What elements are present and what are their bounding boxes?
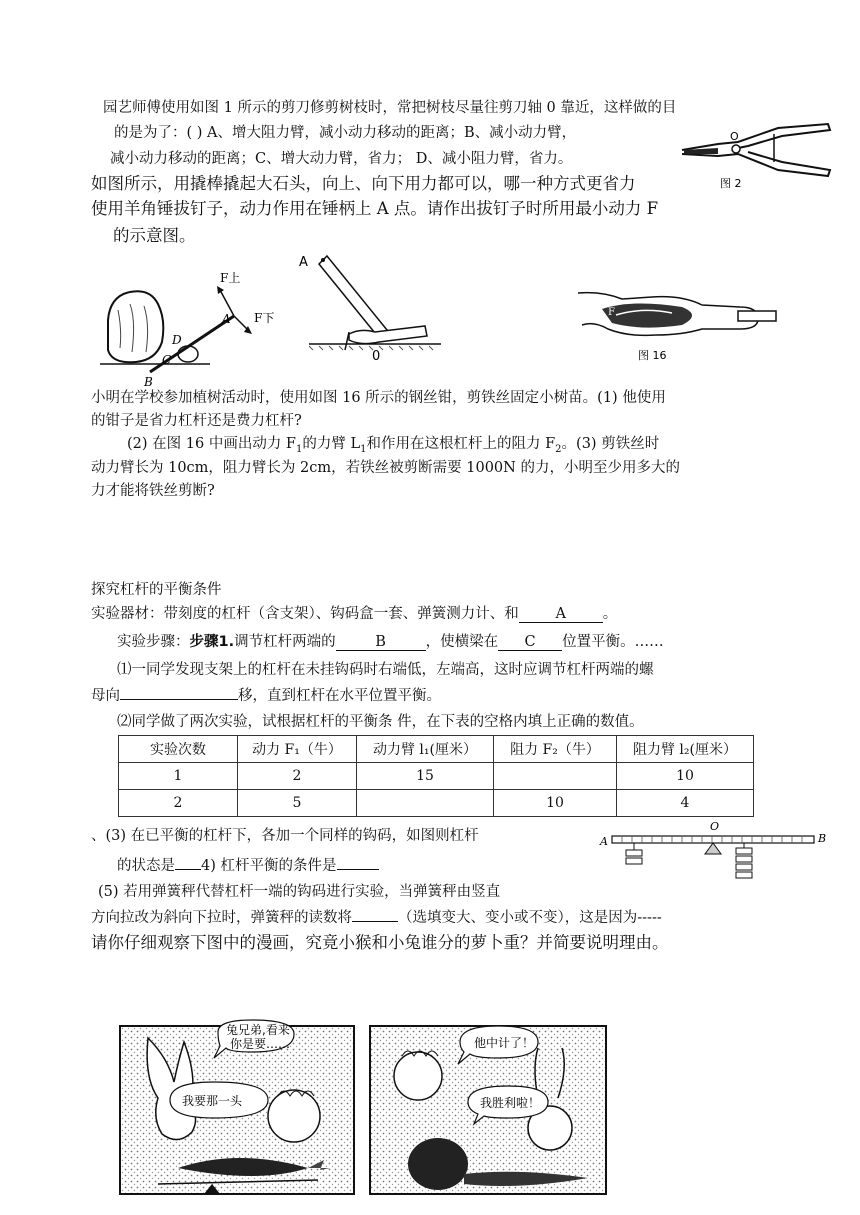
q5-s5-line1: (5) 若用弹簧秤代替杠杆一端的钩码进行实验，当弹簧秤由竖直 <box>98 884 501 900</box>
q3-line2: 的示意图。 <box>113 226 196 245</box>
table-header-row <box>119 736 754 763</box>
pliers-caption: 图 16 <box>638 349 667 362</box>
q1-line3: 减小动力移动的距离；C、增大动力臂，省力； D、减小阻力臂，省力。 <box>110 151 573 167</box>
lever-b-label: B <box>818 832 827 845</box>
crowbar-a-label: A <box>222 312 231 326</box>
table-header-cell: 阻力 F₂（牛） <box>494 736 617 763</box>
blank-c[interactable]: C <box>498 634 562 651</box>
q5-steps: 实验步骤：步骤1.调节杠杆两端的 B ，使横梁在 C 位置平衡。…… <box>117 634 664 650</box>
blank-a[interactable]: A <box>519 606 603 623</box>
table-row <box>119 763 754 790</box>
table-cell: 2 <box>238 763 357 790</box>
table-row <box>119 790 754 817</box>
blank-b[interactable]: B <box>336 634 426 651</box>
hammer-o-label: 0 <box>372 349 381 364</box>
q4-line5: 力才能将铁丝剪断? <box>91 483 215 499</box>
lever-o-label: O <box>710 820 720 833</box>
crowbar-f-up-label: F上 <box>220 271 241 285</box>
crowbar-b-label: B <box>144 375 153 388</box>
table-header-cell: 阻力臂 l₂(厘米） <box>617 736 754 763</box>
table-header-cell: 动力臂 l₁(厘米） <box>357 736 494 763</box>
table-cell: 1 <box>119 763 238 790</box>
comic-bubble2: 我要那一头 <box>182 1094 243 1108</box>
q5-s3-line1: 、(3) 在已平衡的杠杆下，各加一个同样的钩码，如图则杠杆 <box>91 828 479 844</box>
q6-text: 请你仔细观察下图中的漫画，究竟小猴和小兔谁分的萝卜重？并简要说明理由。 <box>91 933 669 952</box>
blank-state[interactable] <box>175 869 201 870</box>
table-cell: 5 <box>238 790 357 817</box>
q5-s1-line2: 母向 移，直到杠杆在水平位置平衡。 <box>91 688 441 704</box>
q5-s1-line1: ⑴一同学发现支架上的杠杆在未挂钩码时右端低，左端高，这时应调节杠杆两端的螺 <box>117 662 654 678</box>
q4-line3: (2) 在图 16 中画出动力 $F_1$的力臂 $L_1$和作用在这根杠杆上的阻力 $F_2$。(3) 剪铁丝时 <box>127 436 660 455</box>
q3-line1: 使用羊角锤拔钉子，动力作用在锤柄上 A 点。请作出拔钉子时所用最小动力 F <box>91 199 659 218</box>
q5-materials: 实验器材：带刻度的杠杆（含支架）、钩码盒一套、弹簧测力计、和 A 。 <box>91 606 618 622</box>
crowbar-f-down-label: F下 <box>254 311 275 325</box>
comic-bubble4: 我胜利啦！ <box>480 1096 541 1110</box>
q5-s2: ⑵同学做了两次实验，试根据杠杆的平衡条 件，在下表的空格内填上正确的数值。 <box>117 714 644 730</box>
scissors-figure <box>678 120 834 190</box>
table-header-cell: 动力 F₁（牛） <box>238 736 357 763</box>
q1-line2: 的是为了：( ) A、增大阻力臂，减小动力移动的距离；B、减小动力臂， <box>114 125 577 141</box>
table-cell: 10 <box>494 790 617 817</box>
lever-hooks-figure <box>598 818 830 888</box>
lever-a-label: A <box>600 835 608 848</box>
table-cell: 4 <box>617 790 754 817</box>
comic-bubble1-line1: 兔兄弟,看来 <box>226 1023 290 1037</box>
table-cell-blank[interactable] <box>494 763 617 790</box>
blank-condition[interactable] <box>337 869 379 870</box>
comic-bubble1-line2: 你是要…… <box>230 1037 291 1051</box>
q2-text: 如图所示，用撬棒撬起大石头，向上、向下用力都可以，哪一种方式更省力 <box>91 174 636 193</box>
hammer-a-label: A <box>299 255 308 270</box>
blank-reading[interactable] <box>352 921 398 922</box>
comic-bubble3: 他中计了！ <box>474 1036 535 1050</box>
q1-line1: 园艺师傅使用如图 1 所示的剪刀修剪树枝时，常把树枝尽量往剪刀轴 0 靠近，这样做的目 <box>103 100 677 116</box>
q4-line2: 的钳子是省力杠杆还是费力杠杆? <box>91 413 302 429</box>
lever-data-table <box>118 735 754 817</box>
blank-direction[interactable] <box>120 699 238 700</box>
q5-s5-line2: 方向拉改为斜向下拉时，弹簧秤的读数将 （选填变大、变小或不变），这是因为----- <box>91 910 662 926</box>
scissors-caption: 图 2 <box>720 177 742 190</box>
scissors-pivot-label: O <box>730 130 739 143</box>
table-cell: 15 <box>357 763 494 790</box>
crowbar-figure <box>100 260 280 388</box>
q4-line1: 小明在学校参加植树活动时，使用如图 16 所示的钢丝钳，剪铁丝固定小树苗。(1) 他使用 <box>91 390 666 406</box>
q5-s3-line2: 的状态是 4) 杠杆平衡的条件是 <box>117 856 379 876</box>
q4-line4: 动力臂长为 10cm，阻力臂长为 2cm，若铁丝被剪断需要 1000N 的力，小明至少用多大的 <box>91 460 680 476</box>
table-cell-blank[interactable] <box>357 790 494 817</box>
comic-figure <box>118 1018 610 1198</box>
q5-title: 探究杠杆的平衡条件 <box>91 582 222 598</box>
hammer-figure <box>295 250 445 365</box>
pliers-figure <box>572 285 782 365</box>
table-header-cell: 实验次数 <box>119 736 238 763</box>
crowbar-c-label: C <box>162 353 172 367</box>
crowbar-d-label: D <box>172 333 182 347</box>
pliers-f-label: F <box>608 307 615 318</box>
table-cell: 2 <box>119 790 238 817</box>
table-cell: 10 <box>617 763 754 790</box>
